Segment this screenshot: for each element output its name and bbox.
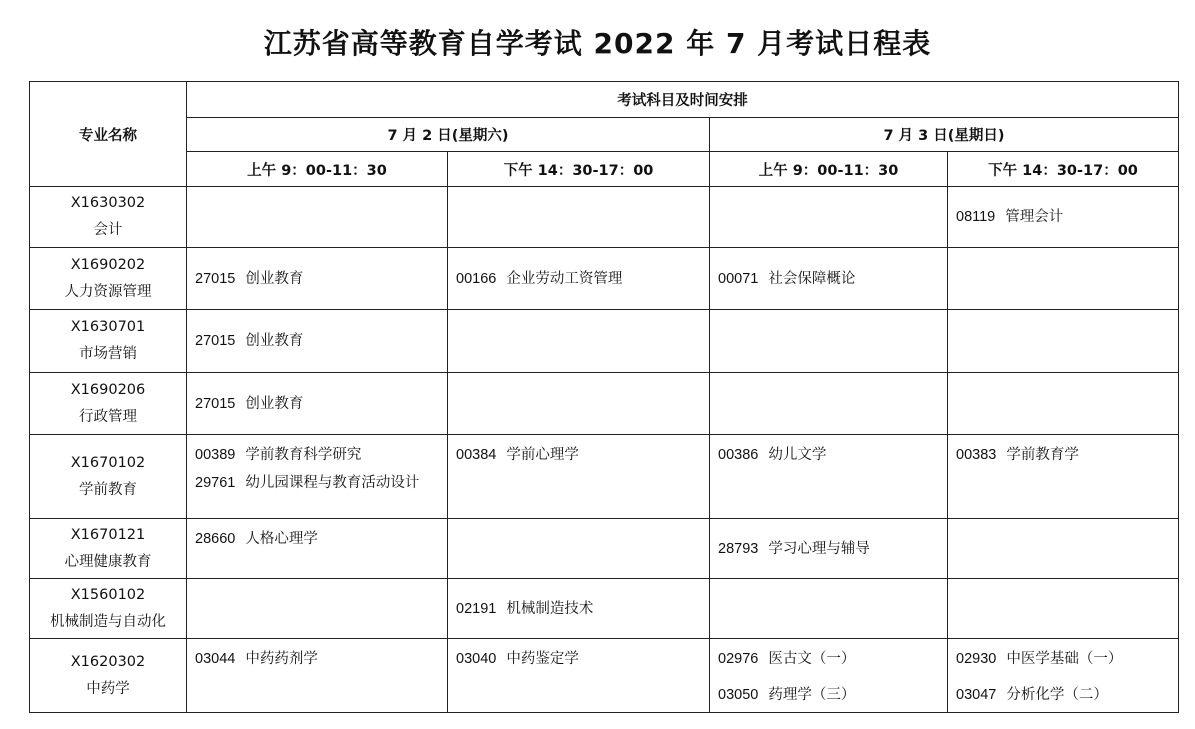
header-day: 7 月 2 日(星期六) — [187, 118, 710, 152]
exam-subject: 分析化学（二） — [1006, 687, 1108, 703]
major-cell — [30, 187, 187, 248]
major-code: X1560102 — [70, 586, 146, 603]
table-row — [30, 519, 1179, 579]
exam-code: 00386 — [718, 447, 759, 463]
major-code: X1670121 — [70, 526, 146, 543]
exam-code: 02930 — [956, 651, 997, 667]
exam-code: 08119 — [956, 209, 996, 225]
schedule-cell — [710, 435, 948, 519]
schedule-cell — [448, 310, 710, 373]
schedule-cell — [448, 639, 710, 713]
exam-entry — [956, 645, 1178, 673]
exam-code: 00166 — [456, 270, 497, 287]
exam-entry — [195, 441, 447, 469]
exam-code: 03044 — [195, 651, 236, 667]
major-cell — [30, 435, 187, 519]
major-code: X1670102 — [70, 454, 146, 471]
exam-subject: 人格心理学 — [245, 531, 318, 547]
schedule-cell — [448, 435, 710, 519]
schedule-cell — [187, 187, 448, 248]
exam-subject: 学前教育科学研究 — [245, 447, 362, 463]
major-code: X1690206 — [70, 381, 146, 398]
schedule-cell — [448, 248, 710, 310]
exam-subject: 中医学基础（一） — [1006, 651, 1123, 667]
schedule-cell — [710, 519, 948, 579]
exam-entry — [195, 525, 447, 553]
major-code: X1690202 — [70, 256, 146, 273]
exam-entry — [718, 681, 947, 709]
major-cell — [30, 519, 187, 579]
exam-entry — [718, 441, 947, 469]
exam-code: 03047 — [956, 687, 997, 703]
schedule-cell — [448, 187, 710, 248]
exam-code: 27015 — [195, 333, 236, 349]
header-day: 7 月 3 日(星期日) — [710, 118, 1179, 152]
exam-code: 29761 — [195, 475, 236, 491]
schedule-cell — [187, 639, 448, 713]
exam-entry — [195, 265, 447, 293]
schedule-cell — [187, 435, 448, 519]
exam-code: 27015 — [195, 395, 236, 412]
exam-entry — [456, 645, 709, 673]
header-session: 下午 14：30-17：00 — [948, 152, 1179, 187]
table-row — [30, 435, 1179, 519]
exam-code: 00383 — [956, 447, 997, 463]
exam-entry — [195, 390, 447, 418]
table-row — [30, 373, 1179, 435]
exam-subject: 管理会计 — [1005, 209, 1064, 225]
table-row — [30, 187, 1179, 248]
schedule-cell — [710, 310, 948, 373]
major-name: 心理健康教育 — [64, 553, 152, 570]
exam-subject: 创业教育 — [245, 333, 304, 349]
schedule-table — [29, 81, 1179, 713]
schedule-cell — [448, 519, 710, 579]
exam-entry — [956, 681, 1178, 709]
schedule-cell — [710, 373, 948, 435]
exam-entry — [956, 441, 1178, 469]
schedule-cell — [187, 248, 448, 310]
exam-entry — [718, 535, 947, 563]
exam-code: 28660 — [195, 531, 236, 547]
major-cell — [30, 579, 187, 639]
exam-entry — [195, 469, 447, 497]
major-cell — [30, 248, 187, 310]
major-code: X1630302 — [70, 195, 146, 211]
major-name: 学前教育 — [79, 481, 137, 498]
schedule-cell — [948, 519, 1179, 579]
header-major: 专业名称 — [30, 82, 187, 187]
major-cell — [30, 639, 187, 713]
major-name: 人力资源管理 — [64, 283, 152, 300]
header-arrangement: 考试科目及时间安排 — [187, 82, 1179, 118]
exam-code: 00389 — [195, 447, 236, 463]
exam-entry — [195, 645, 447, 673]
schedule-cell — [710, 248, 948, 310]
exam-code: 00384 — [456, 447, 497, 463]
table-row — [30, 579, 1179, 639]
exam-entry — [195, 327, 447, 355]
major-cell — [30, 310, 187, 373]
exam-code: 02191 — [456, 600, 497, 617]
exam-entry — [456, 265, 709, 293]
schedule-cell — [187, 579, 448, 639]
exam-subject: 幼儿文学 — [768, 447, 827, 463]
schedule-cell — [710, 579, 948, 639]
exam-subject: 创业教育 — [245, 395, 304, 412]
exam-entry — [456, 595, 709, 623]
schedule-cell — [448, 373, 710, 435]
schedule-cell — [448, 579, 710, 639]
exam-subject: 医古文（一） — [768, 651, 856, 667]
header-session: 下午 14：30-17：00 — [448, 152, 710, 187]
exam-code: 03040 — [456, 651, 497, 667]
schedule-cell — [187, 310, 448, 373]
table-row — [30, 248, 1179, 310]
exam-entry — [956, 203, 1178, 231]
schedule-cell — [948, 579, 1179, 639]
schedule-cell — [187, 519, 448, 579]
major-name: 机械制造与自动化 — [50, 613, 166, 630]
exam-entry — [456, 441, 709, 469]
exam-subject: 学习心理与辅导 — [768, 540, 870, 557]
schedule-cell — [948, 248, 1179, 310]
exam-subject: 中药药剂学 — [245, 651, 318, 667]
exam-entry — [718, 645, 947, 673]
exam-subject: 幼儿园课程与教育活动设计 — [245, 475, 420, 491]
header-session: 上午 9：00-11：30 — [710, 152, 948, 187]
schedule-cell — [948, 187, 1179, 248]
exam-subject: 药理学（三） — [768, 687, 856, 703]
exam-code: 03050 — [718, 687, 759, 703]
major-name: 市场营销 — [79, 346, 137, 362]
exam-subject: 学前教育学 — [1006, 447, 1079, 463]
schedule-body — [30, 187, 1179, 713]
major-name: 行政管理 — [79, 408, 137, 425]
exam-subject: 中药鉴定学 — [506, 651, 579, 667]
major-name: 中药学 — [86, 680, 130, 697]
schedule-cell — [948, 310, 1179, 373]
major-name: 会计 — [93, 222, 123, 238]
header-session: 上午 9：00-11：30 — [187, 152, 448, 187]
page-title: 江苏省高等教育自学考试 2022 年 7 月考试日程表 — [263, 27, 932, 60]
schedule-cell — [710, 187, 948, 248]
schedule-cell — [948, 639, 1179, 713]
exam-code: 02976 — [718, 651, 759, 667]
exam-code: 27015 — [195, 270, 236, 287]
table-row — [30, 310, 1179, 373]
exam-subject: 机械制造技术 — [506, 600, 594, 617]
exam-subject: 学前心理学 — [506, 447, 579, 463]
exam-code: 00071 — [718, 270, 759, 287]
table-row — [30, 639, 1179, 713]
schedule-cell — [187, 373, 448, 435]
exam-entry — [718, 265, 947, 293]
schedule-cell — [948, 373, 1179, 435]
major-code: X1620302 — [70, 653, 146, 670]
exam-subject: 企业劳动工资管理 — [506, 270, 623, 287]
exam-code: 28793 — [718, 540, 759, 557]
major-code: X1630701 — [70, 319, 146, 335]
major-cell — [30, 373, 187, 435]
exam-subject: 创业教育 — [245, 270, 304, 287]
schedule-cell — [710, 639, 948, 713]
exam-subject: 社会保障概论 — [768, 270, 856, 287]
schedule-cell — [948, 435, 1179, 519]
